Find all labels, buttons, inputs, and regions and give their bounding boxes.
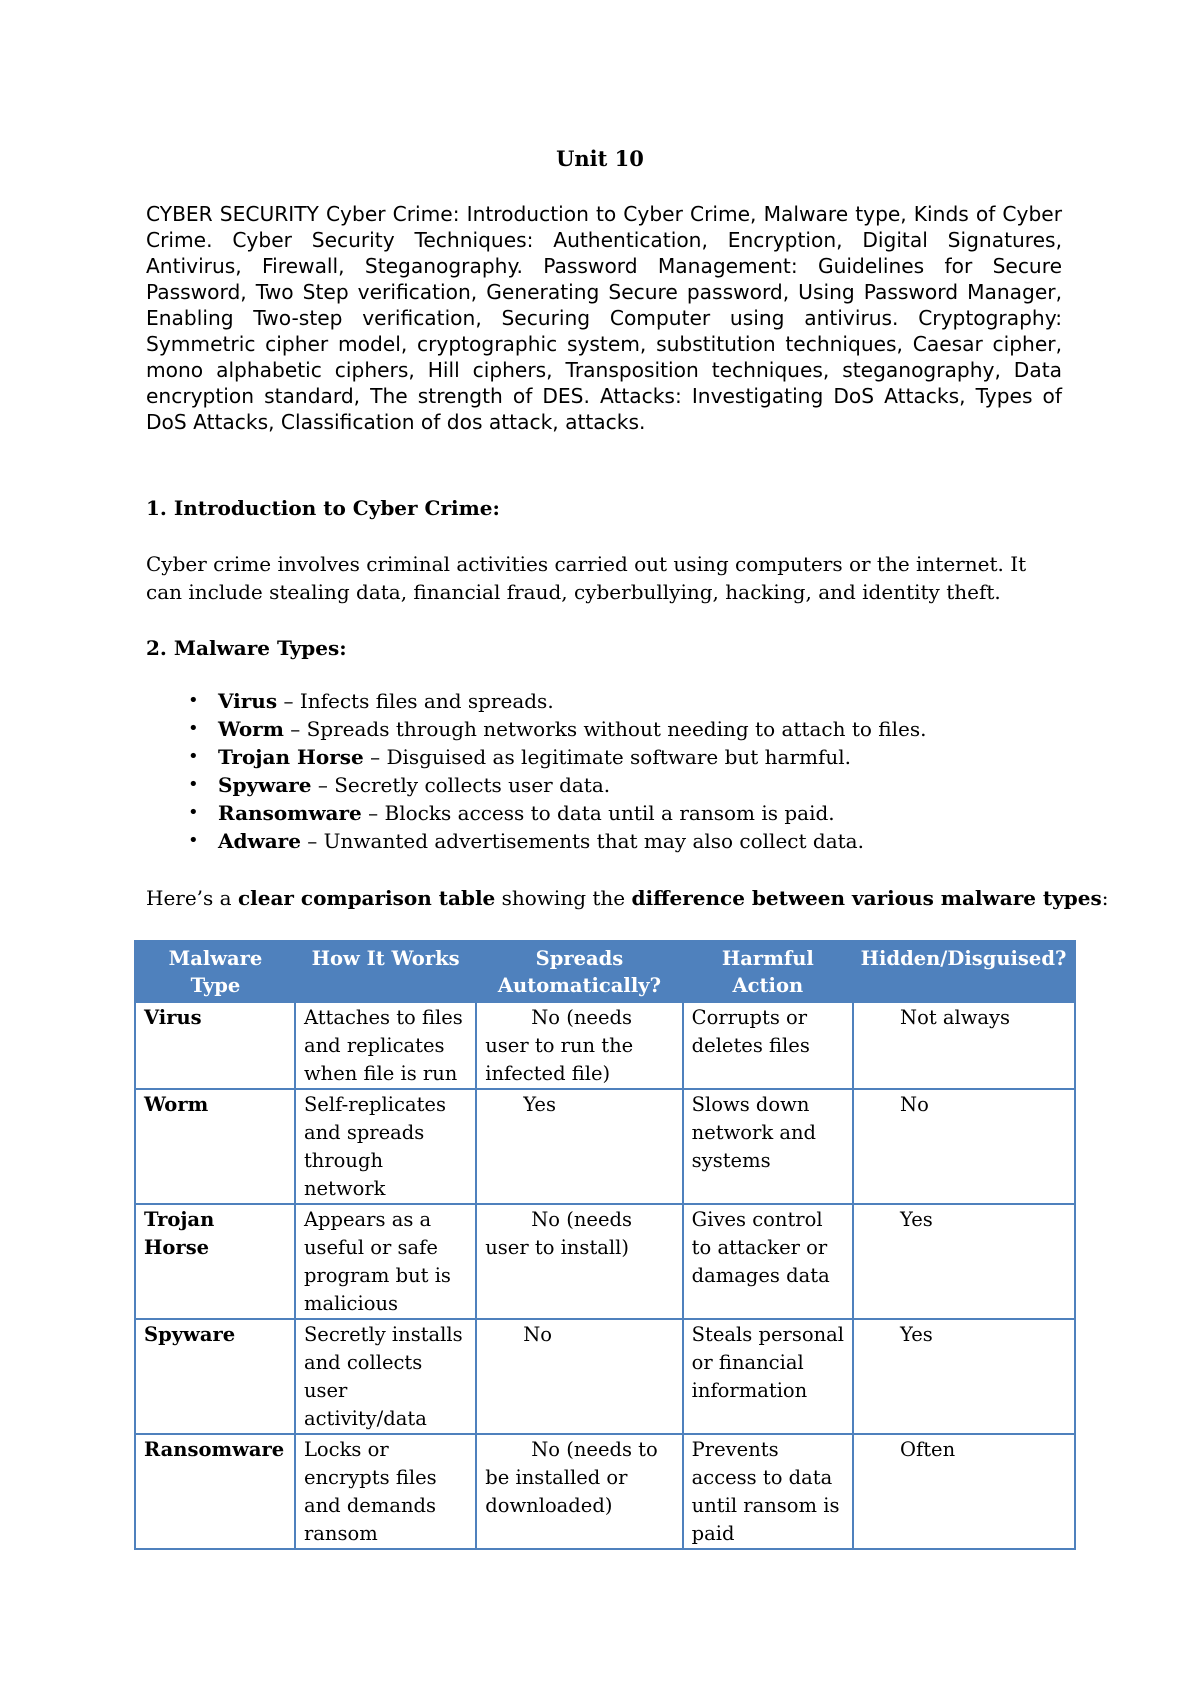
table-cell: Corrupts or deletes files	[683, 1002, 853, 1089]
column-header: Hidden/Disguised?	[853, 941, 1075, 1002]
intro-paragraph: Cyber crime involves criminal activities carried out using computers or the internet. It can include stealing data, financial fraud, cyberbullying, hacking, and identity theft.	[146, 552, 1027, 604]
list-item-term: Trojan Horse	[218, 745, 364, 769]
column-header: Malware Type	[135, 941, 295, 1002]
malware-comparison-table	[134, 940, 1076, 1550]
intro-emphasis: difference between various malware types	[631, 886, 1102, 910]
bullet-icon: •	[188, 690, 199, 711]
intro-emphasis: clear comparison table	[237, 886, 496, 910]
bullet-icon: •	[188, 830, 199, 851]
malware-list	[146, 687, 1066, 855]
list-item-term: Virus	[218, 689, 278, 713]
intro-text: Here’s a	[146, 886, 238, 910]
table-cell: Attaches to files and replicates when file is run	[295, 1002, 476, 1089]
column-header: Harmful Action	[683, 941, 853, 1002]
table-cell: No (needs user to run the infected file)	[476, 1002, 682, 1089]
list-item	[146, 827, 1066, 855]
table-cell: Appears as a useful or safe program but is malicious	[295, 1204, 476, 1319]
intro-text: :	[1101, 886, 1109, 910]
column-header: How It Works	[295, 941, 476, 1002]
table-cell: Slows down network and systems	[683, 1089, 853, 1204]
list-item-term: Adware	[218, 829, 301, 853]
list-item	[146, 687, 1066, 715]
table-header-row	[135, 941, 1075, 1002]
table-cell: Self-replicates and spreads through network	[295, 1089, 476, 1204]
table-row	[135, 1434, 1075, 1549]
list-item	[146, 771, 1066, 799]
table-cell: Spyware	[135, 1319, 295, 1434]
table-cell: Prevents access to data until ransom is paid	[683, 1434, 853, 1549]
table-cell: No (needs to be installed or downloaded)	[476, 1434, 682, 1549]
list-item-desc: – Spreads through networks without needing to attach to files.	[283, 717, 927, 741]
table-cell: No	[476, 1319, 682, 1434]
table-cell: Secretly installs and collects user activity/data	[295, 1319, 476, 1434]
bullet-icon: •	[188, 802, 199, 823]
list-item-desc: – Disguised as legitimate software but harmful.	[363, 745, 852, 769]
table-cell: Trojan Horse	[135, 1204, 295, 1319]
list-item-desc: – Infects files and spreads.	[277, 689, 554, 713]
list-item-desc: – Unwanted advertisements that may also collect data.	[300, 829, 864, 853]
table-intro-sentence	[146, 886, 1109, 910]
syllabus-paragraph: CYBER SECURITY Cyber Crime: Introduction to Cyber Crime, Malware type, Kinds of Cyber Crime. Cyber Security Techniques: Authentication, Encryption, Digital Signatures, Antivirus, Firewall, Steganography. Password Management: Guidelines for Secure Password, Two Step verification, Generating Secure password, Using Password Manager, Enabling Two-step verification, Securing Computer using antivirus. Cryptography: Symmetric cipher model, cryptographic system, substitution techniques, Caesar cipher, mono alphabetic ciphers, Hill ciphers, Transposition techniques, steganography, Data encryption standard, The strength of DES. Attacks: Investigating DoS Attacks, Types of DoS Attacks, Classification of dos attack, attacks.	[146, 202, 1062, 434]
section-heading-malware: 2. Malware Types:	[146, 636, 347, 660]
list-item-desc: – Blocks access to data until a ransom is paid.	[361, 801, 835, 825]
list-item	[146, 799, 1066, 827]
page-title: Unit 10	[556, 146, 644, 171]
table-cell: Worm	[135, 1089, 295, 1204]
list-item-desc: – Secretly collects user data.	[311, 773, 611, 797]
table-cell: No	[853, 1089, 1075, 1204]
table-row	[135, 1204, 1075, 1319]
section-heading-intro: 1. Introduction to Cyber Crime:	[146, 496, 500, 520]
table-cell: Yes	[853, 1204, 1075, 1319]
table-row	[135, 1089, 1075, 1204]
table-cell: Gives control to attacker or damages data	[683, 1204, 853, 1319]
table-cell: Yes	[476, 1089, 682, 1204]
list-item-term: Spyware	[218, 773, 312, 797]
bullet-icon: •	[188, 774, 199, 795]
table-cell: Virus	[135, 1002, 295, 1089]
table-cell: Locks or encrypts files and demands ransom	[295, 1434, 476, 1549]
bullet-icon: •	[188, 746, 199, 767]
list-item	[146, 715, 1066, 743]
list-item	[146, 743, 1066, 771]
table-row	[135, 1319, 1075, 1434]
intro-text: showing the	[495, 886, 632, 910]
list-item-term: Ransomware	[218, 801, 362, 825]
list-item-term: Worm	[218, 717, 284, 741]
table-row	[135, 1002, 1075, 1089]
table-cell: Often	[853, 1434, 1075, 1549]
bullet-icon: •	[188, 718, 199, 739]
table-cell: No (needs user to install)	[476, 1204, 682, 1319]
column-header: Spreads Automatically?	[476, 941, 682, 1002]
table-cell: Not always	[853, 1002, 1075, 1089]
table-cell: Yes	[853, 1319, 1075, 1434]
table-cell: Steals personal or financial information	[683, 1319, 853, 1434]
table-cell: Ransomware	[135, 1434, 295, 1549]
